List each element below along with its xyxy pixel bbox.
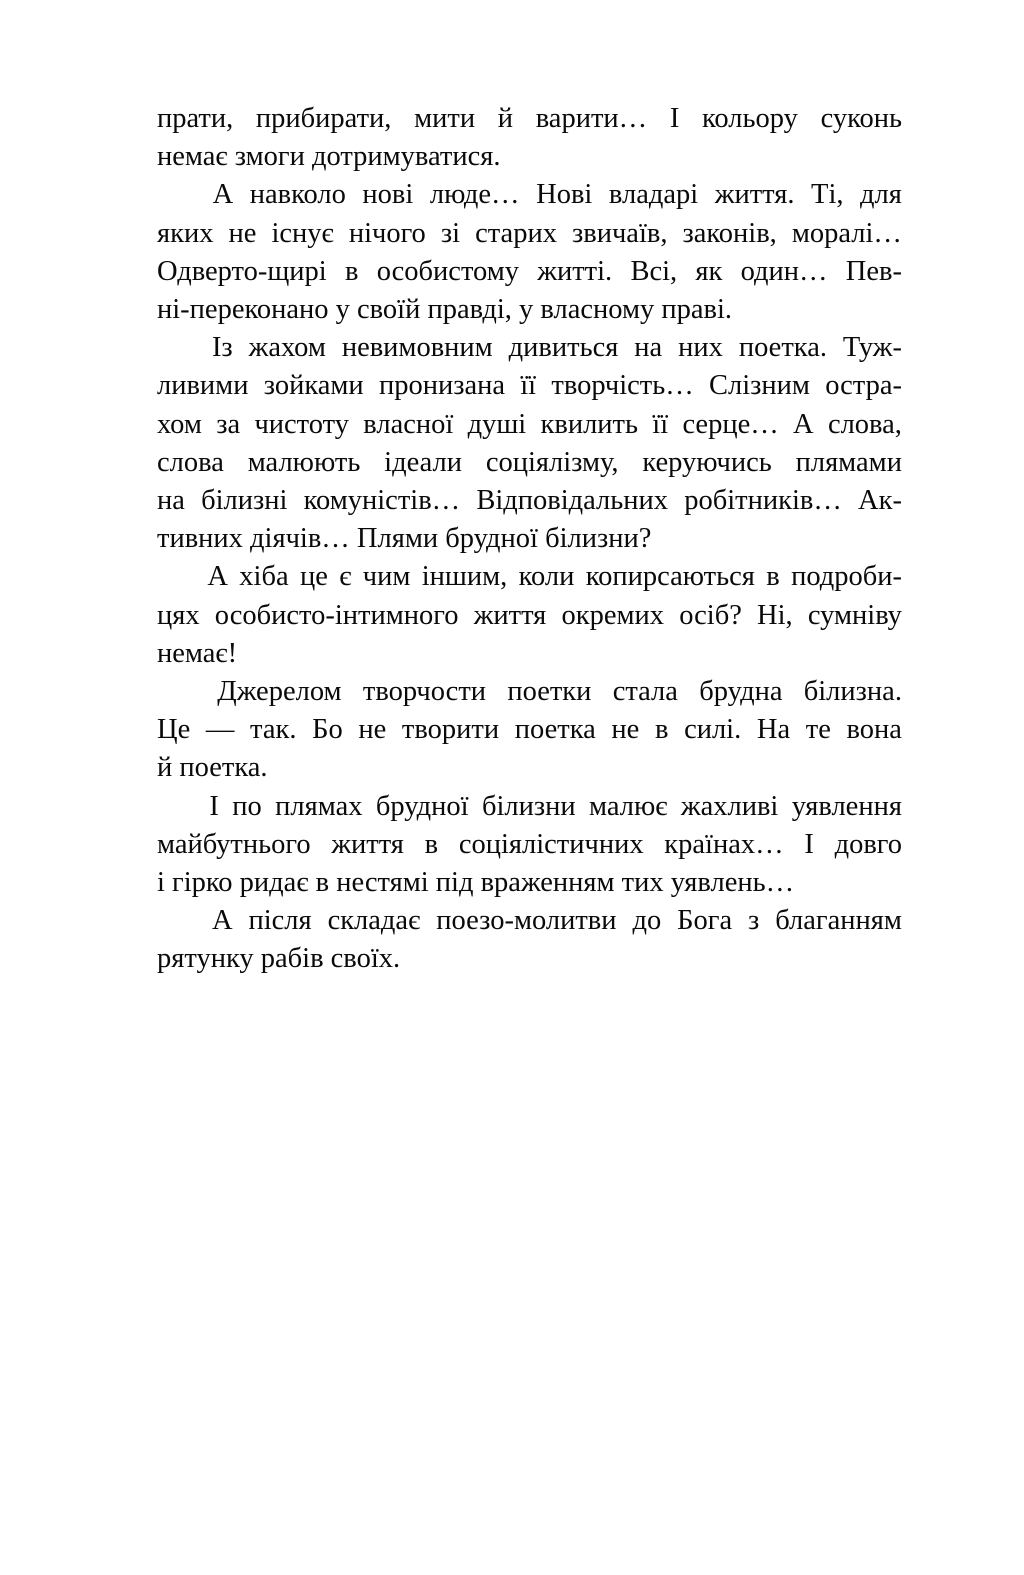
text-line: ні-переконано у своїй правді, у власному праві. [157, 294, 733, 326]
word: цях [157, 599, 200, 631]
word: до [632, 905, 662, 937]
text-line [157, 367, 902, 405]
text-line [157, 406, 902, 444]
text-line: немає змоги дотримуватися. [157, 141, 501, 173]
word: зойками [263, 370, 364, 402]
word: уявлення [791, 790, 902, 822]
word: іншим, [421, 561, 508, 593]
word: варити… [535, 103, 648, 134]
paragraph-indent [157, 902, 196, 940]
word: хом [157, 408, 202, 440]
word: прибирати, [255, 103, 392, 134]
word: вона [846, 714, 902, 746]
word: брудна [699, 676, 783, 708]
word: Пев- [845, 255, 902, 287]
word: мити [414, 103, 476, 134]
word: — [205, 714, 235, 746]
word: кольору [702, 103, 798, 134]
word: невимовним [341, 332, 493, 364]
word: серце… [682, 408, 779, 440]
paragraph [157, 176, 902, 329]
text-line [157, 176, 902, 214]
text-line: немає! [157, 637, 238, 669]
word: квилить [540, 408, 638, 440]
word: ливими [157, 370, 249, 402]
word: нові [362, 179, 414, 211]
word: й [497, 103, 514, 134]
paragraph [157, 100, 902, 176]
word: А [211, 905, 233, 937]
word: її [652, 408, 669, 440]
word: сумніву [807, 599, 902, 631]
word: Нові [536, 179, 593, 211]
word: слова, [827, 408, 902, 440]
word: особистому [376, 255, 520, 287]
word: Бога [677, 905, 733, 937]
paragraph-indent [157, 558, 196, 596]
text-line [157, 673, 902, 711]
word: власної [363, 408, 454, 440]
word: чистоту [254, 408, 349, 440]
word: майбутнього [157, 828, 311, 860]
word: зі [440, 217, 461, 249]
word: А [793, 408, 814, 440]
word: навколо [249, 179, 346, 211]
paragraph [157, 329, 902, 558]
word: коли [518, 561, 575, 593]
word: складає [327, 905, 421, 937]
word: особисто-інтимного [214, 599, 459, 631]
paragraph [157, 558, 902, 673]
word: в [654, 714, 669, 746]
word: звичаїв, [572, 217, 668, 249]
word: в [766, 561, 780, 593]
word: осіб? [679, 599, 742, 631]
text-line [157, 215, 902, 253]
word: жахом [248, 332, 326, 364]
word: силі. [684, 714, 742, 746]
word: робітників… [684, 485, 842, 517]
word: люде… [429, 179, 520, 211]
word: комуністів… [303, 485, 461, 517]
word: після [248, 905, 312, 937]
word: в [424, 828, 439, 860]
text-line [157, 558, 902, 596]
word: І [209, 790, 219, 822]
paragraph-indent [157, 788, 196, 826]
word: на [157, 485, 185, 517]
word: владарі [608, 179, 699, 211]
word: Туж- [842, 332, 902, 364]
word: з [748, 905, 760, 937]
word: поетка [514, 714, 596, 746]
word: Із [211, 332, 233, 364]
word: білизні [201, 485, 288, 517]
word: поетка. [738, 332, 827, 364]
word: ідеали [384, 446, 462, 478]
word: не [228, 217, 257, 249]
word: творчість… [551, 370, 694, 402]
word: так. [250, 714, 297, 746]
word: не [611, 714, 640, 746]
word: І [669, 103, 680, 134]
word: Це [157, 714, 191, 746]
word: один… [740, 255, 828, 287]
text-line: і гірко ридає в нестямі під враженням тих уявлень… [157, 867, 795, 899]
text-line [157, 711, 902, 749]
word: творити [401, 714, 500, 746]
word: є [339, 561, 352, 593]
word: А [212, 179, 234, 211]
word: довго [834, 828, 902, 860]
word: слова [157, 446, 224, 478]
word: Одверто-щирі [157, 255, 327, 287]
word: Джерелом [217, 676, 342, 708]
word: законів, [682, 217, 777, 249]
word: хіба [239, 561, 289, 593]
text-line [157, 100, 902, 138]
word: країнах… [664, 828, 784, 860]
paragraph-indent [157, 329, 196, 367]
text-line [157, 788, 902, 826]
text-line [157, 826, 902, 864]
word: них [678, 332, 723, 364]
word: прати, [157, 103, 234, 134]
word: Слізним [708, 370, 810, 402]
word: окремих [561, 599, 665, 631]
word: білизни [481, 790, 576, 822]
word: соціялістичних [458, 828, 644, 860]
word: старих [475, 217, 557, 249]
word: поетки [507, 676, 592, 708]
text-line [157, 253, 902, 291]
paragraph-indent [157, 673, 196, 711]
word: остра- [825, 370, 902, 402]
word: суконь [820, 103, 902, 134]
word: існує [271, 217, 334, 249]
word: плямами [795, 446, 902, 478]
word: творчости [362, 676, 487, 708]
word: На [756, 714, 791, 746]
text-line [157, 902, 902, 940]
word: Ак- [858, 485, 902, 517]
word: чим [362, 561, 411, 593]
word: нічого [348, 217, 426, 249]
paragraph-indent [157, 176, 196, 214]
body-text-block [157, 100, 902, 979]
word: малює [589, 790, 668, 822]
paragraph [157, 902, 902, 978]
word: яких [157, 217, 214, 249]
word: душі [467, 408, 527, 440]
text-line [157, 597, 902, 635]
text-line: й поетка. [157, 752, 268, 784]
word: в [344, 255, 359, 287]
word: пронизана [378, 370, 506, 402]
word: І [804, 828, 814, 860]
text-line: тивних діячів… Плями брудної білизни? [157, 523, 652, 555]
word: Всі, [630, 255, 678, 287]
word: життя. [714, 179, 795, 211]
word: житті. [537, 255, 613, 287]
text-line [157, 444, 902, 482]
word: як [695, 255, 723, 287]
word: по [232, 790, 262, 822]
word: А [207, 561, 228, 593]
word: Ті, [811, 179, 844, 211]
word: плямах [275, 790, 363, 822]
word: Відповідальних [476, 485, 669, 517]
word: благанням [775, 905, 902, 937]
word: малюють [247, 446, 361, 478]
word: життя [331, 828, 404, 860]
word: Ні, [757, 599, 793, 631]
word: поезо-молитви [436, 905, 617, 937]
text-line: рятунку рабів своїх. [157, 943, 401, 975]
word: за [216, 408, 241, 440]
word: керуючись [642, 446, 772, 478]
text-line [157, 329, 902, 367]
word: Бо [312, 714, 343, 746]
word: на [634, 332, 663, 364]
paragraph [157, 673, 902, 788]
word: жахливі [680, 790, 779, 822]
word: моралі… [791, 217, 902, 249]
word: білизна. [803, 676, 902, 708]
word: її [520, 370, 537, 402]
word: це [299, 561, 328, 593]
word: те [805, 714, 831, 746]
word: дивиться [508, 332, 619, 364]
word: для [860, 179, 902, 211]
word: соціялізму, [485, 446, 619, 478]
word: життя [473, 599, 547, 631]
word: брудної [375, 790, 469, 822]
paragraph [157, 788, 902, 903]
word: подроби- [791, 561, 902, 593]
word: копирсаються [585, 561, 755, 593]
text-line [157, 482, 902, 520]
word: стала [612, 676, 678, 708]
word: не [358, 714, 387, 746]
